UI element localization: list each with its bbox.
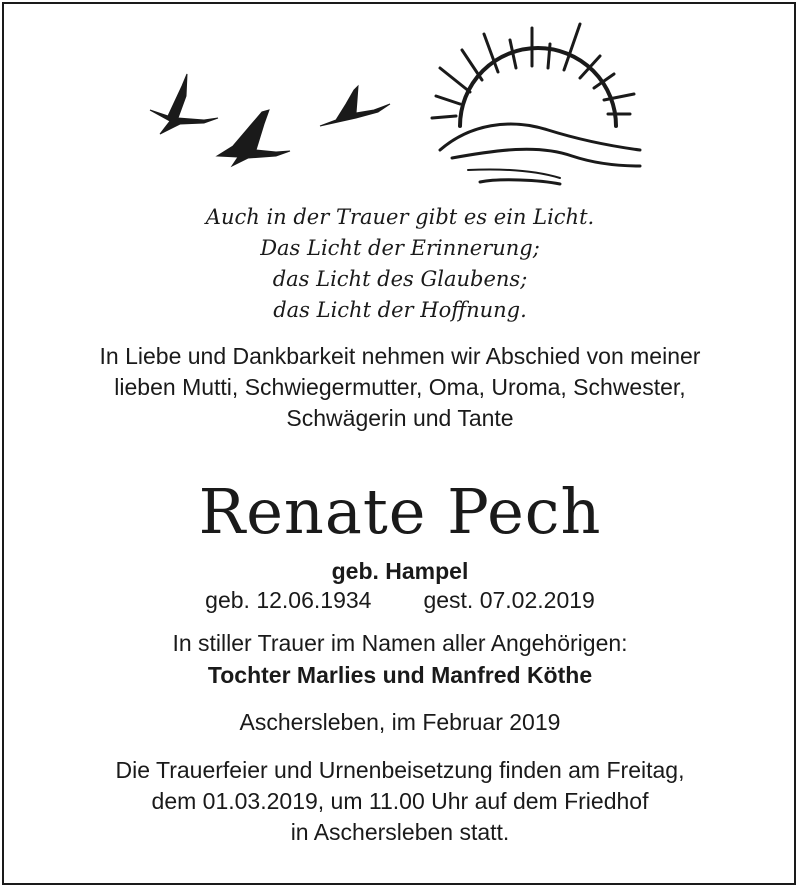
header-illustration (0, 0, 800, 200)
funeral-line: dem 01.03.2019, um 11.00 Uhr auf dem Friedhof (151, 788, 649, 814)
intro-line: Schwägerin und Tante (286, 405, 514, 431)
life-dates (0, 585, 800, 615)
verse-line: Das Licht der Erinnerung; (260, 236, 540, 260)
verse-line: Auch in der Trauer gibt es ein Licht. (205, 205, 595, 229)
maiden-name: geb. Hampel (331, 558, 469, 584)
place-date: Aschersleben, im Februar 2019 (239, 709, 561, 735)
verse-line: das Licht des Glaubens; (272, 267, 528, 291)
deceased-name: Renate Pech (198, 475, 602, 548)
funeral-line: Die Trauerfeier und Urnenbeisetzung finden am Freitag, (115, 757, 685, 783)
verse-line: das Licht der Hoffnung. (273, 298, 527, 322)
sunrise-over-hills-icon (432, 24, 640, 184)
mourners-names: Tochter Marlies und Manfred Köthe (207, 662, 593, 688)
birth-date: geb. 12.06.1934 (205, 587, 372, 613)
flying-birds-icon (150, 74, 390, 166)
intro-line: In Liebe und Dankbarkeit nehmen wir Abschied von meiner (99, 343, 701, 369)
mourners-intro: In stiller Trauer im Namen aller Angehörigen: (172, 630, 628, 656)
death-date: gest. 07.02.2019 (423, 587, 595, 613)
funeral-line: in Aschersleben statt. (290, 819, 510, 845)
intro-line: lieben Mutti, Schwiegermutter, Oma, Uroma, Schwester, (114, 374, 686, 400)
